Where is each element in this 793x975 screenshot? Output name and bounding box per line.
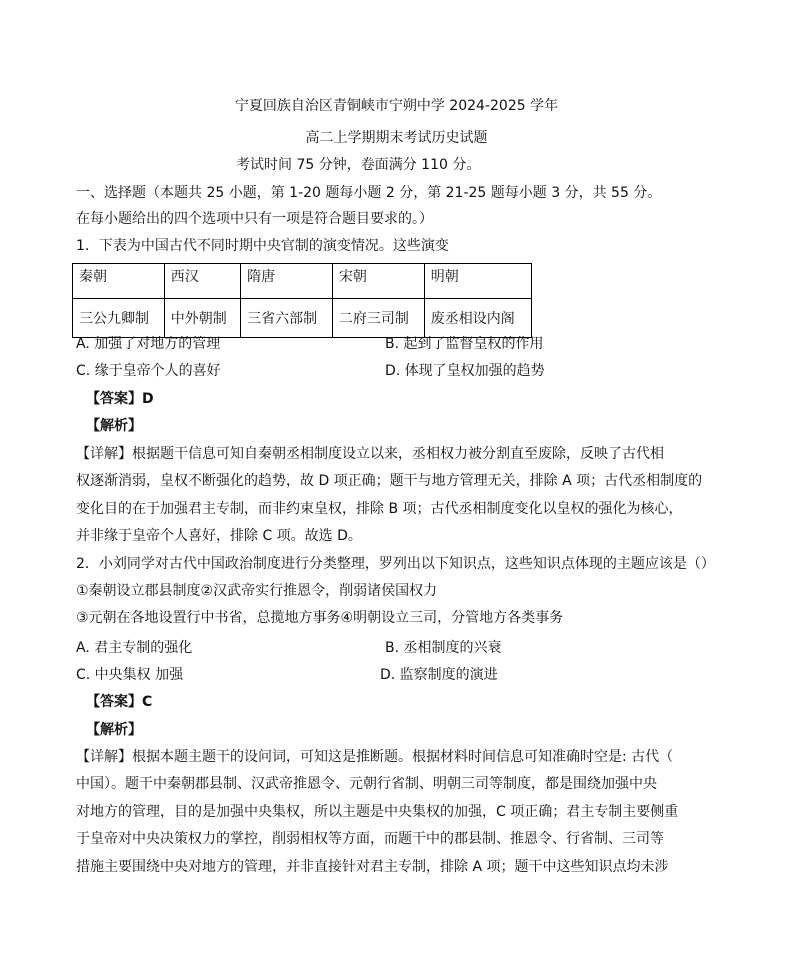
table-header-cell: 明朝 (424, 264, 531, 299)
table-value-cell: 二府三司制 (332, 299, 424, 338)
q1-option-b: B. 起到了监督皇权的作用 (385, 336, 544, 352)
q2-option-a: A. 君主专制的强化 (76, 640, 193, 656)
q1-option-c: C. 缘于皇帝个人的喜好 (76, 363, 221, 379)
q2-detail-line: 于皇帝对中央决策权力的掌控，削弱相权等方面，而题干中的郡县制、推恩令、行省制、三司等 (76, 831, 664, 847)
table-header-cell: 西汉 (164, 264, 240, 299)
q2-detail-line: 【详解】根据本题主题干的设问词，可知这是推断题。根据材料时间信息可知准确时空是: 古代（ (76, 749, 674, 765)
q1-option-a: A. 加强了对地方的管理 (76, 336, 221, 352)
q2-analysis-label: 【解析】 (86, 722, 142, 738)
q1-stem: 1．下表为中国古代不同时期中央官制的演变情况。这些演变 (76, 238, 449, 254)
q2-detail-line: 措施主要围绕中央对地方的管理，并非直接针对君主专制，排除 A 项；题干中这些知识点均未涉 (76, 859, 669, 875)
table-value-cell: 废丞相设内阁 (424, 299, 531, 338)
table-header-cell: 秦朝 (73, 264, 165, 299)
q1-detail-line: 权逐渐消弱，皇权不断强化的趋势，故 D 项正确；题干与地方管理无关，排除 A 项；古代丞相制度的 (76, 473, 703, 489)
q1-detail-line: 变化目的在于加强君主专制，而非约束皇权，排除 B 项；古代丞相制度变化以皇权的强化为核心， (76, 501, 683, 517)
exam-title-line1: 宁夏回族自治区青铜峡市宁朔中学 2024-2025 学年 (234, 98, 559, 114)
q1-detail-line: 并非缘于皇帝个人喜好，排除 C 项。故选 D。 (76, 528, 362, 544)
q2-detail-line: 中国）。题干中秦朝郡县制、汉武帝推恩令、元朝行省制、明朝三司等制度，都是围绕加强中央 (76, 776, 657, 792)
q2-detail-line: 对地方的管理，目的是加强中央集权，所以主题是中央集权的加强，C 项正确；君主专制主要侧重 (76, 804, 679, 820)
table-value-cell: 三省六部制 (241, 299, 333, 338)
table-value-cell: 三公九卿制 (73, 299, 165, 338)
q1-analysis-label: 【解析】 (86, 418, 142, 434)
q2-option-b: B. 丞相制度的兴衰 (385, 640, 502, 656)
q1-option-d: D. 体现了皇权加强的趋势 (385, 363, 545, 379)
q2-stem: 2．小刘同学对古代中国政治制度进行分类整理，罗列出以下知识点，这些知识点体现的主题应该是（） (76, 556, 715, 572)
q2-option-d: D. 监察制度的演进 (380, 667, 498, 683)
table-value-cell: 中外朝制 (164, 299, 240, 338)
table-header-cell: 隋唐 (241, 264, 333, 299)
q2-item: ①秦朝设立郡县制度②汉武帝实行推恩令，削弱诸侯国权力 (76, 583, 438, 599)
q2-option-c: C. 中央集权 加强 (76, 667, 184, 683)
q1-answer: 【答案】D (86, 391, 154, 407)
q2-answer: 【答案】C (86, 694, 153, 710)
exam-time-note: 考试时间 75 分钟，卷面满分 110 分。 (236, 157, 481, 173)
exam-title-line2: 高二上学期期末考试历史试题 (305, 130, 488, 146)
section-note: 在每小题给出的四个选项中只有一项是符合题目要求的。） (76, 211, 433, 227)
q2-item: ③元朝在各地设置行中书省，总揽地方事务④明朝设立三司，分管地方各类事务 (76, 610, 564, 626)
q1-detail-line: 【详解】根据题干信息可知自秦朝丞相制度设立以来，丞相权力被分割直至废除，反映了古代相 (76, 446, 664, 462)
official-system-table (72, 263, 532, 338)
table-header-cell: 宋朝 (332, 264, 424, 299)
section-heading: 一、选择题（本题共 25 小题，第 1-20 题每小题 2 分，第 21-25 题每小题 3 分，共 55 分。 (76, 185, 662, 201)
